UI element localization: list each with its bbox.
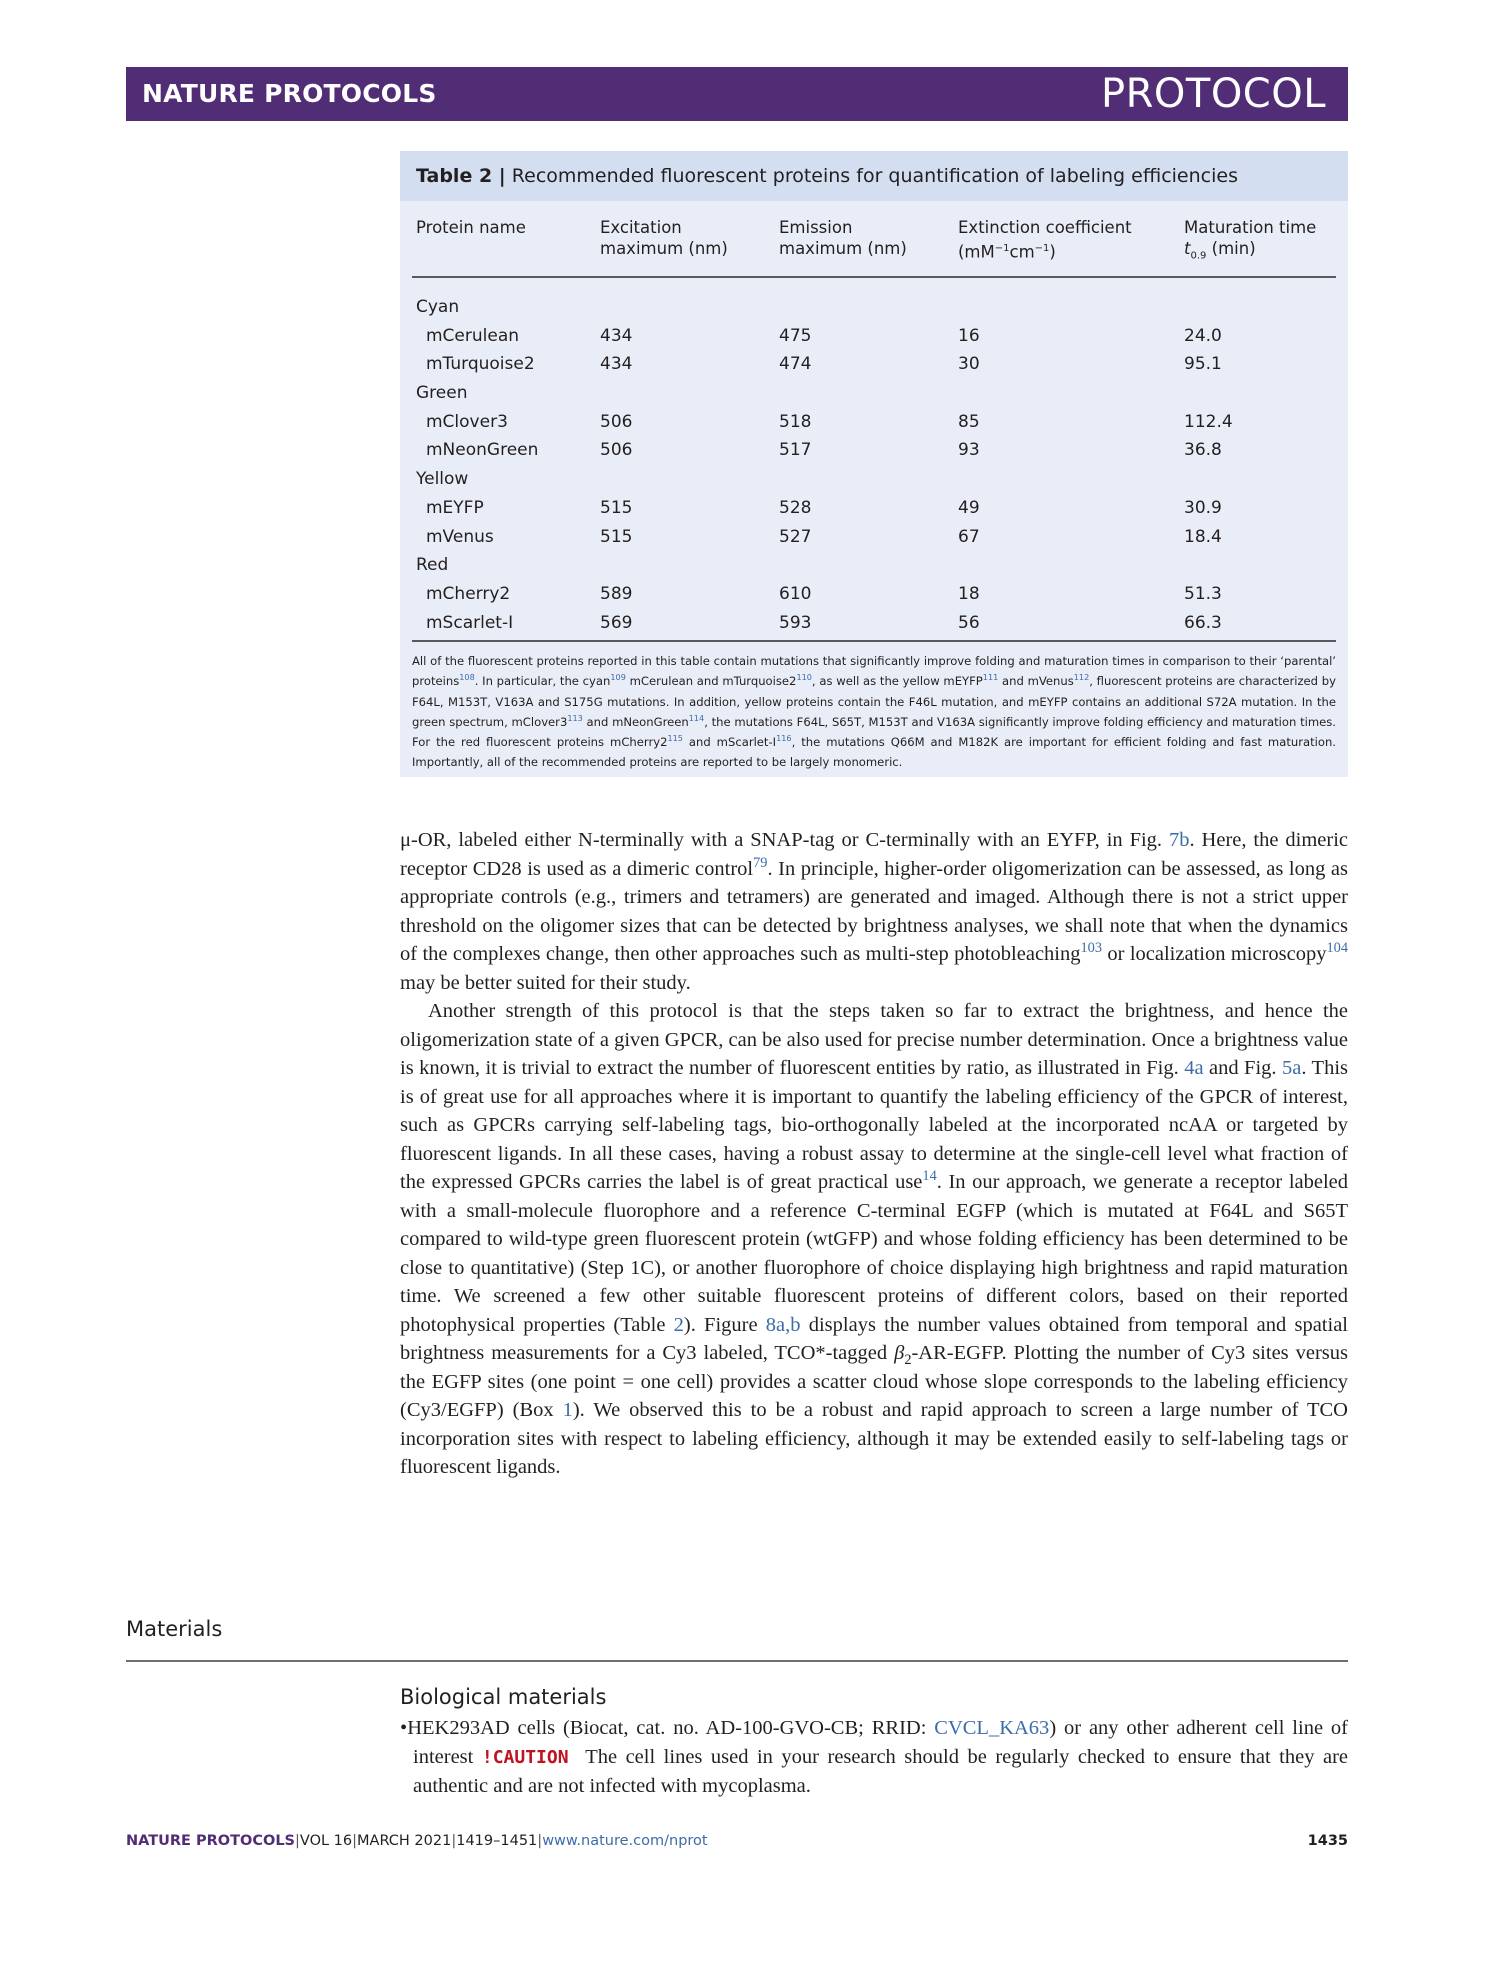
emission-cell: 610	[779, 583, 812, 604]
footer-separator: |	[537, 1833, 543, 1849]
extinction-cell: 49	[958, 497, 980, 518]
text-run: or localization microscopy	[1102, 943, 1327, 965]
protein-name-cell: mVenus	[426, 526, 494, 547]
text-run: displays the number values obtained from temporal and spatial brightness measurements for a Cy3 labeled, TCO*-tagged	[400, 1313, 1348, 1364]
footer-date: MARCH 2021	[357, 1833, 452, 1849]
figure-reference-link[interactable]: 8a,b	[765, 1313, 801, 1336]
citation-link[interactable]: 114	[688, 713, 705, 724]
table-row	[412, 523, 1336, 552]
excitation-cell: 515	[600, 497, 633, 518]
excitation-cell: 569	[600, 612, 633, 633]
text-run: and mVenus	[998, 674, 1074, 689]
emission-cell: 475	[779, 325, 812, 346]
unit-text: (min)	[1206, 239, 1256, 258]
footer-separator: |	[352, 1833, 358, 1849]
group-label: Cyan	[416, 297, 460, 317]
table-row	[412, 580, 1336, 609]
material-text: ) or any other adherent cell line of interest	[413, 1717, 1348, 1768]
text-run: mCerulean and mTurquoise2	[625, 674, 797, 689]
group-label: Green	[416, 383, 468, 404]
emission-cell: 527	[779, 526, 812, 547]
column-header-extinction	[958, 217, 1132, 263]
material-text: HEK293AD cells (Biocat, cat. no. AD-100-GVO-CB; RRID:	[407, 1717, 935, 1739]
column-header-excitation	[600, 217, 728, 259]
protein-name-cell: mCherry2	[426, 583, 511, 604]
footer-volume: VOL 16	[299, 1833, 353, 1849]
table-row	[412, 609, 1336, 638]
group-label: Yellow	[416, 469, 469, 490]
emission-cell: 517	[779, 440, 812, 461]
column-header-line: Protein name	[416, 218, 526, 237]
table-label: Table 2 |	[416, 165, 506, 187]
text-run: . In particular, the cyan	[474, 674, 611, 689]
table-2	[400, 151, 1348, 777]
maturation-cell: 30.9	[1184, 497, 1222, 518]
table-row	[412, 494, 1336, 523]
figure-reference-link[interactable]: 2	[673, 1313, 684, 1336]
emission-cell: 528	[779, 497, 812, 518]
extinction-cell: 56	[958, 612, 980, 633]
text-run: μ-OR, labeled either N-terminally with a SNAP-tag or C-terminally with an EYFP, in Fig.	[400, 829, 1169, 851]
excitation-cell: 434	[600, 325, 633, 346]
citation-link[interactable]: 108	[459, 672, 475, 683]
figure-reference-link[interactable]: 7b	[1168, 829, 1190, 851]
text-run: , fluorescent proteins are characterized by F64L, M153T, V163A and S175G mutations. In addition, yellow proteins contain the F46L mutation, and mEYFP contains an additional S72A mutation. In the green spectrum, mClover3	[412, 674, 1336, 729]
bullet: •	[400, 1717, 408, 1739]
unit-subscript: 0.9	[1190, 250, 1207, 262]
rrid-link[interactable]: CVCL_KA63	[934, 1717, 1050, 1739]
column-header-line: Excitation	[600, 218, 682, 237]
table-row	[412, 322, 1336, 351]
text-run: ). Figure	[683, 1313, 766, 1336]
journal-header-bar	[126, 67, 1348, 121]
excitation-cell: 515	[600, 526, 633, 547]
table-row	[412, 350, 1336, 379]
maturation-cell: 36.8	[1184, 440, 1222, 461]
figure-reference-link[interactable]: 1	[562, 1399, 573, 1421]
article-type: PROTOCOL	[1100, 71, 1326, 117]
citation-link[interactable]: 112	[1073, 672, 1090, 683]
footer-pages: 1419–1451	[456, 1833, 538, 1849]
text-run: Another strength of this protocol is that the steps taken so far to extract the brightness, and hence the oligomerization state of a given GPCR, can be also used for precise number determination. Once a brightness value is known, it is trivial to extract the number of fluorescent entities by ratio, as illustrated in Fig.	[400, 1000, 1348, 1079]
footer-journal: NATURE PROTOCOLS	[126, 1833, 296, 1849]
extinction-cell: 85	[958, 411, 980, 432]
text-run: , the mutations F64L, S65T, M153T and V163A significantly improve folding efficiency and maturation times. For the red fluorescent proteins mCherry2	[412, 714, 1336, 750]
unit-exponent: −1	[1034, 243, 1050, 254]
extinction-cell: 93	[958, 440, 980, 461]
footer-separator: |	[451, 1833, 457, 1849]
text-run: . In our approach, we generate a receptor labeled with a small-molecule fluorophore and a reference C-terminal EGFP (which is mutated at F64L and S65T compared to wild-type green fluorescent protein (wtGFP) and whose folding efficiency has been determined to be close to quantitative) (Step 1C), or another fluorophore of choice displaying high brightness and rapid maturation time. We screened a few other suitable fluorescent proteins of different colors, based on their reported photophysical properties (Table	[400, 1171, 1349, 1336]
emission-cell: 518	[779, 411, 812, 432]
table-header-rule	[412, 276, 1336, 278]
column-header-line: maximum (nm)	[600, 239, 728, 258]
emission-cell: 593	[779, 612, 812, 633]
column-header-protein-name	[416, 217, 526, 238]
material-item	[400, 1714, 1354, 1801]
citation-link[interactable]: 110	[796, 672, 812, 683]
column-header-emission	[779, 217, 907, 259]
column-header-unit	[1184, 238, 1316, 266]
table-row	[412, 436, 1336, 465]
citation-link[interactable]: 115	[667, 733, 683, 744]
citation-link[interactable]: 116	[776, 733, 792, 744]
emission-cell: 474	[779, 354, 812, 375]
citation-link[interactable]: 104	[1326, 940, 1348, 957]
excitation-cell: 506	[600, 440, 633, 461]
protein-name-cell: mCerulean	[426, 325, 520, 346]
unit-text: (mM	[958, 242, 995, 262]
citation-link[interactable]: 111	[982, 672, 999, 683]
protein-name-cell: mClover3	[426, 411, 508, 432]
extinction-cell: 30	[958, 354, 980, 375]
column-header-line: Maturation time	[1184, 218, 1317, 237]
excitation-cell: 506	[600, 411, 633, 432]
text-run: . This is of great use for all approaches where it is important to quantify the labeling efficiency of the GPCR of interest, such as GPCRs carrying self-labeling tags, bio-orthogonally labeled at the incorporated ncAA or targeted by fluorescent ligands. In all these cases, having a robust assay to determine at the single-cell level what fraction of the expressed GPCRs carries the label is of great practical use	[400, 1057, 1348, 1193]
citation-link[interactable]: 103	[1080, 940, 1103, 957]
table-title	[416, 165, 1238, 187]
text-run: ). We observed this to be a robust and rapid approach to screen a large number of TCO incorporation sites with respect to labeling efficiency, although it may be extended easily to self-labeling tags or fluorescent ligands.	[400, 1399, 1348, 1478]
journal-name: NATURE PROTOCOLS	[142, 79, 437, 108]
text-run: . In principle, higher-order oligomerization can be assessed, as long as appropriate controls (e.g., trimers and tetramers) are generated and imaged. Although there is not a strict upper threshold on the oligomer sizes that can be detected by brightness analyses, we shall note that when the dynamics of the complexes change, then other approaches such as multi-step photobleaching	[400, 857, 1348, 965]
unit-exponent: −1	[994, 243, 1010, 254]
maturation-cell: 66.3	[1184, 612, 1222, 633]
maturation-cell: 112.4	[1184, 411, 1233, 432]
group-label: Red	[416, 555, 449, 576]
table-group-row	[412, 379, 1336, 408]
biological-materials-heading: Biological materials	[400, 1685, 607, 1709]
unit-text: cm	[1009, 242, 1035, 262]
protein-name-cell: mNeonGreen	[426, 440, 539, 461]
page-footer	[126, 1833, 708, 1849]
table-header	[412, 217, 1336, 277]
maturation-cell: 95.1	[1184, 354, 1222, 375]
table-footnote	[412, 651, 1336, 773]
text-run: and mScarlet-I	[682, 735, 777, 750]
figure-reference-link[interactable]: 4a	[1184, 1057, 1204, 1079]
protein-name-cell: mScarlet-I	[426, 612, 514, 633]
text-run: -AR-EGFP. Plotting the number of Cy3 sites versus the EGFP sites (one point = one cell) provides a scatter cloud whose slope corresponds to the labeling efficiency (Cy3/EGFP) (Box	[400, 1342, 1348, 1421]
subscript: 2	[904, 1352, 912, 1369]
text-run: and Fig.	[1203, 1057, 1282, 1079]
excitation-cell: 589	[600, 583, 633, 604]
column-header-line: maximum (nm)	[779, 239, 907, 258]
italic-symbol: β	[894, 1342, 905, 1364]
extinction-cell: 18	[958, 583, 980, 604]
protein-name-cell: mTurquoise2	[426, 354, 535, 375]
excitation-cell: 434	[600, 354, 633, 375]
table-body	[412, 293, 1336, 637]
caution-label: !CAUTION	[481, 1746, 569, 1768]
table-row	[412, 408, 1336, 437]
table-caption: Recommended fluorescent proteins for quantification of labeling efficiencies	[511, 165, 1238, 187]
citation-link[interactable]: 109	[610, 672, 626, 683]
page-number: 1435	[1307, 1833, 1348, 1849]
citation-link[interactable]: 79	[753, 854, 768, 871]
extinction-cell: 16	[958, 325, 980, 346]
extinction-cell: 67	[958, 526, 980, 547]
unit-text: )	[1049, 242, 1056, 262]
text-run: and mNeonGreen	[582, 714, 689, 729]
body-paragraph	[400, 997, 1348, 1482]
text-run: All of the fluorescent proteins reported in this table contain mutations that significantly improve folding and maturation times in comparison to their ‘parental’ proteins	[412, 654, 1336, 689]
table-group-row	[412, 465, 1336, 494]
table-footer-rule	[412, 640, 1336, 642]
unit-text: t	[1184, 239, 1191, 258]
column-header-line: Extinction coefficient	[958, 218, 1132, 237]
citation-link[interactable]: 113	[567, 713, 583, 724]
footer-separator: |	[295, 1833, 300, 1849]
footer-url-link[interactable]: www.nature.com/nprot	[542, 1833, 708, 1849]
caution-text: The cell lines used in your research should be regularly checked to ensure that they are authentic and are not infected with mycoplasma.	[413, 1745, 1354, 1797]
citation-link[interactable]: 14	[922, 1168, 937, 1185]
column-header-maturation	[1184, 217, 1316, 266]
materials-heading: Materials	[126, 1617, 223, 1641]
figure-reference-link[interactable]: 5a	[1281, 1057, 1302, 1079]
table-group-row	[412, 551, 1336, 580]
body-text	[400, 826, 1348, 1482]
body-paragraph	[400, 826, 1348, 997]
table-title-band	[400, 151, 1348, 201]
text-run: , the mutations Q66M and M182K are important for efficient folding and fast maturation. Importantly, all of the recommended proteins are reported to be largely monomeric.	[412, 735, 1336, 770]
maturation-cell: 24.0	[1184, 325, 1222, 346]
maturation-cell: 18.4	[1184, 526, 1222, 547]
maturation-cell: 51.3	[1184, 583, 1222, 604]
text-run: . Here, the dimeric receptor CD28 is used as a dimeric control	[400, 829, 1348, 880]
column-header-line: Emission	[779, 218, 853, 237]
column-header-unit	[958, 238, 1132, 263]
materials-rule	[126, 1660, 1348, 1662]
table-group-row	[412, 293, 1336, 322]
protein-name-cell: mEYFP	[426, 497, 484, 518]
text-run: , as well as the yellow mEYFP	[811, 674, 983, 689]
text-run: may be better suited for their study.	[400, 971, 691, 994]
